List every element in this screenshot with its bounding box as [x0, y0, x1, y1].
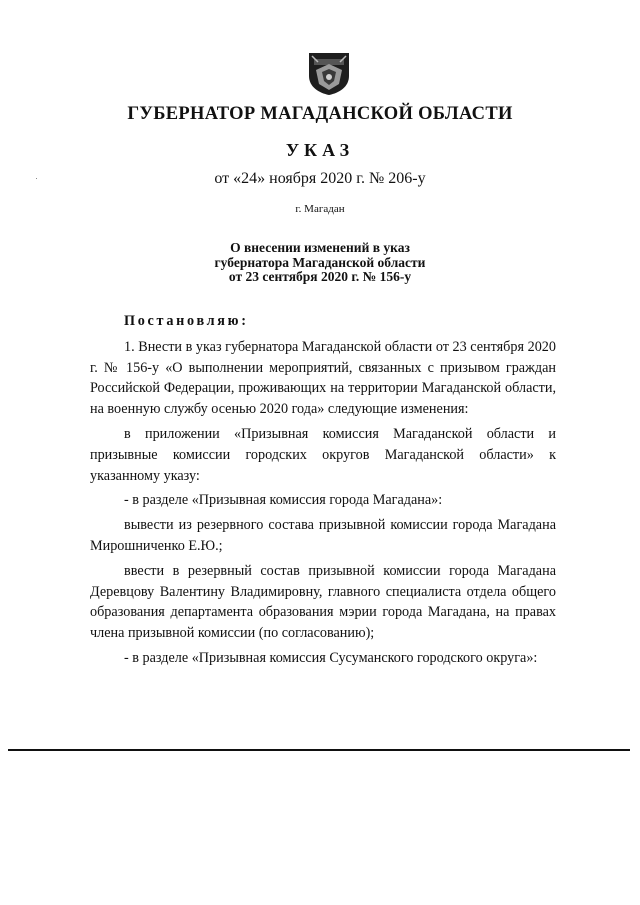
document-city: г. Магадан	[295, 203, 345, 215]
coat-of-arms-icon	[306, 50, 352, 96]
decree-word: Постановляю	[124, 313, 242, 329]
subject-line: губернатора Магаданской области	[214, 254, 426, 270]
body-paragraph: вывести из резервного состава призывной комиссии города Магадана Мирошниченко Е.Ю.;	[90, 517, 556, 554]
document-subject	[0, 241, 640, 285]
body-paragraph: - в разделе «Призывная комиссия города Магадана»:	[124, 492, 443, 509]
document-type: УКАЗ	[285, 140, 355, 160]
body-paragraph: 1. Внести в указ губернатора Магаданской области от 23 сентября 2020 г. № 156-у «О выполнении мероприятий, связанных с призывом граждан Российской Федерации, проживающих на территории Магаданской области, на военную службу осенью 2020 года» следующие изменения:	[90, 338, 556, 418]
subject-line: О внесении изменений в указ	[230, 240, 410, 255]
document-body	[90, 311, 556, 673]
document-date-number: от «24» ноября 2020 г. № 206-у	[214, 170, 426, 187]
decree-colon: :	[241, 313, 246, 329]
body-paragraph: - в разделе «Призывная комиссия Сусуманского городского округа»:	[124, 649, 538, 666]
subject-line: от 23 сентября 2020 г. № 156-у	[228, 269, 412, 284]
organization-title: ГУБЕРНАТОР МАГАДАНСКОЙ ОБЛАСТИ	[127, 104, 513, 124]
page-divider	[8, 749, 630, 751]
body-paragraph: в приложении «Призывная комиссия Магаданской области и призывные комиссии городских округов Магаданской области» к указанному указу:	[90, 425, 556, 484]
decree-heading	[90, 311, 556, 332]
body-paragraph: ввести в резервный состав призывной комиссии города Магадана Деревцову Валентину Владимировну, главного специалиста отдела общего образования департамента образования мэрии города Магадана, на правах члена призывной комиссии (по согласованию);	[90, 562, 556, 642]
